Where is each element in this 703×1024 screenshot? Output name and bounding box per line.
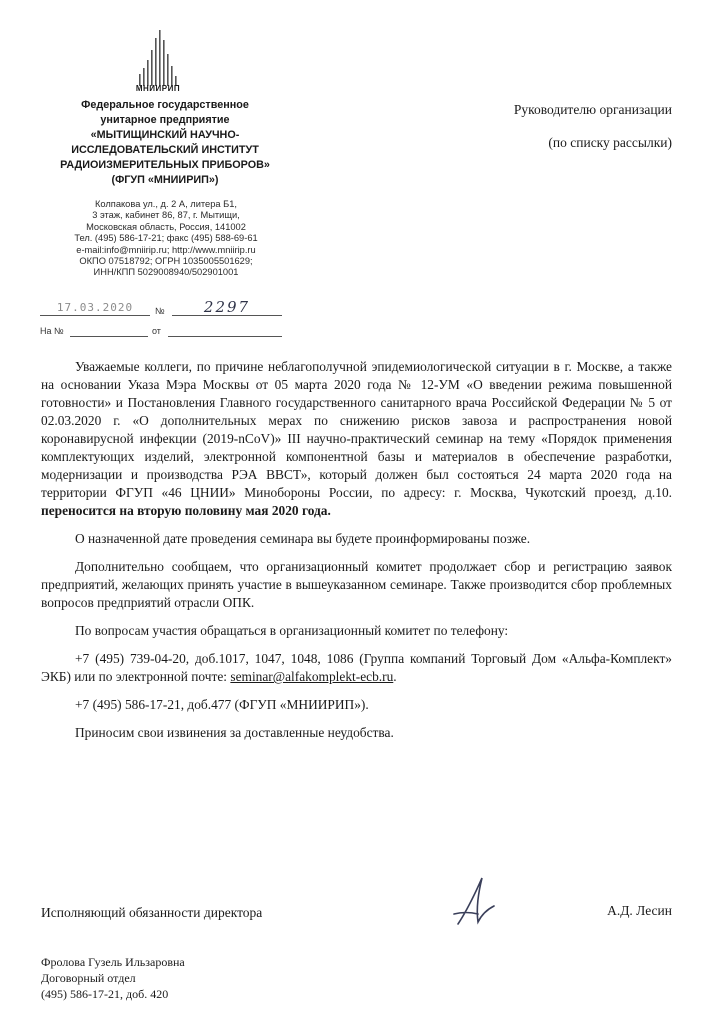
reference-number-blank bbox=[70, 336, 148, 337]
letter-body bbox=[41, 358, 672, 742]
executor-name: Фролова Гузель Ильзаровна bbox=[41, 955, 185, 969]
registration-number: 2297 bbox=[172, 298, 282, 316]
body-paragraph: +7 (495) 586-17-21, доб.477 (ФГУП «МНИИРИП»). bbox=[75, 697, 369, 712]
registration-date-stamp: 17.03.2020 bbox=[40, 301, 150, 316]
org-line: унитарное предприятие bbox=[100, 114, 230, 126]
addressee-block bbox=[514, 93, 672, 159]
contact-line: 3 этаж, кабинет 86, 87, г. Мытищи, bbox=[92, 210, 240, 221]
organization-contacts bbox=[42, 199, 290, 279]
body-paragraph: По вопросам участия обращаться в организационный комитет по телефону: bbox=[75, 623, 509, 638]
paragraph-text: Уважаемые коллеги, по причине неблагополучной эпидемиологической ситуации в г. Москве, а также на основании Указа Мэра Москвы от 05 марта 2020 года № 12-УМ «О введении режима повышенной готовности» и Постановления Главного государственного санитарного врача Российской Федерации № 5 от 02.03.2020 г. «О дополнительных мерах по снижению рисков завоза и распространения новой коронавирусной инфекции (2019-nCoV)» III научно-практический семинар на тему «Порядок применения комплектующих изделий, электронной компонентной базы и материалов в обеспечение разработки, модернизации и производства РЭА ВВСТ», который должен был состояться 24 марта 2020 года на территории ФГУП «46 ЦНИИ» Минобороны России, по адресу: г. Москва, Чукотский проезд, д.10. bbox=[41, 359, 672, 500]
contact-line: Тел. (495) 586-17-21; факс (495) 588-69-61 bbox=[74, 233, 258, 244]
reference-date-blank bbox=[168, 336, 282, 337]
body-paragraph bbox=[41, 650, 672, 686]
org-line: Федеральное государственное bbox=[81, 99, 249, 111]
contact-line: Московская область, Россия, 141002 bbox=[86, 221, 246, 232]
phone-text: +7 (495) 739-04-20, доб.1017, 1047, 1048, 1086 (Группа компаний Торговый Дом «Альфа-Комплект» ЭКБ) или по электронной почте: bbox=[41, 651, 672, 684]
executor-info bbox=[41, 954, 185, 1002]
body-paragraph: О назначенной дате проведения семинара вы будете проинформированы позже. bbox=[75, 531, 531, 546]
logo-label: МНИИРИП bbox=[135, 84, 181, 93]
email-link[interactable]: seminar@alfakomplekt-ecb.ru bbox=[230, 669, 394, 684]
body-paragraph: Дополнительно сообщаем, что организационный комитет продолжает сбор и регистрацию заявок предприятий, желающих принять участие в вышеуказанном семинаре. Также производится сбор проблемных вопросов предприятий отрасли ОПК. bbox=[41, 559, 672, 610]
signatory-title: Исполняющий обязанности директора bbox=[41, 905, 263, 920]
executor-department: Договорный отдел bbox=[41, 971, 136, 985]
institute-logo-icon bbox=[137, 30, 177, 86]
postponement-notice: переносится на вторую половину мая 2020 года. bbox=[41, 503, 331, 518]
paragraph-end: . bbox=[393, 669, 397, 684]
addressee-line: Руководителю организации bbox=[513, 102, 672, 117]
contact-line: Колпакова ул., д. 2 А, литера Б1, bbox=[95, 199, 237, 209]
contact-line: e-mail:info@mniirip.ru; http://www.mniirip.ru bbox=[76, 244, 256, 255]
org-line: РАДИОИЗМЕРИТЕЛЬНЫХ ПРИБОРОВ» bbox=[60, 159, 270, 171]
org-line: ИССЛЕДОВАТЕЛЬСКИЙ ИНСТИТУТ bbox=[71, 144, 259, 156]
handwritten-signature-icon bbox=[448, 874, 500, 932]
contact-line: ИНН/КПП 5029008940/502901001 bbox=[93, 267, 239, 278]
reference-date-label: от bbox=[152, 326, 161, 336]
executor-phone: (495) 586-17-21, доб. 420 bbox=[41, 987, 169, 1001]
body-paragraph: Приносим свои извинения за доставленные неудобства. bbox=[75, 725, 394, 740]
org-line: (ФГУП «МНИИРИП») bbox=[111, 174, 219, 186]
addressee-line: (по списку рассылки) bbox=[548, 135, 672, 150]
signatory-name: А.Д. Лесин bbox=[607, 903, 672, 918]
contact-line: ОКПО 07518792; ОГРН 1035005501629; bbox=[79, 256, 253, 267]
body-paragraph bbox=[41, 358, 672, 520]
org-line: «МЫТИЩИНСКИЙ НАУЧНО- bbox=[90, 129, 240, 141]
organization-name bbox=[44, 98, 286, 188]
reference-number-label: На № bbox=[40, 326, 64, 336]
registration-number-label: № bbox=[155, 306, 165, 316]
